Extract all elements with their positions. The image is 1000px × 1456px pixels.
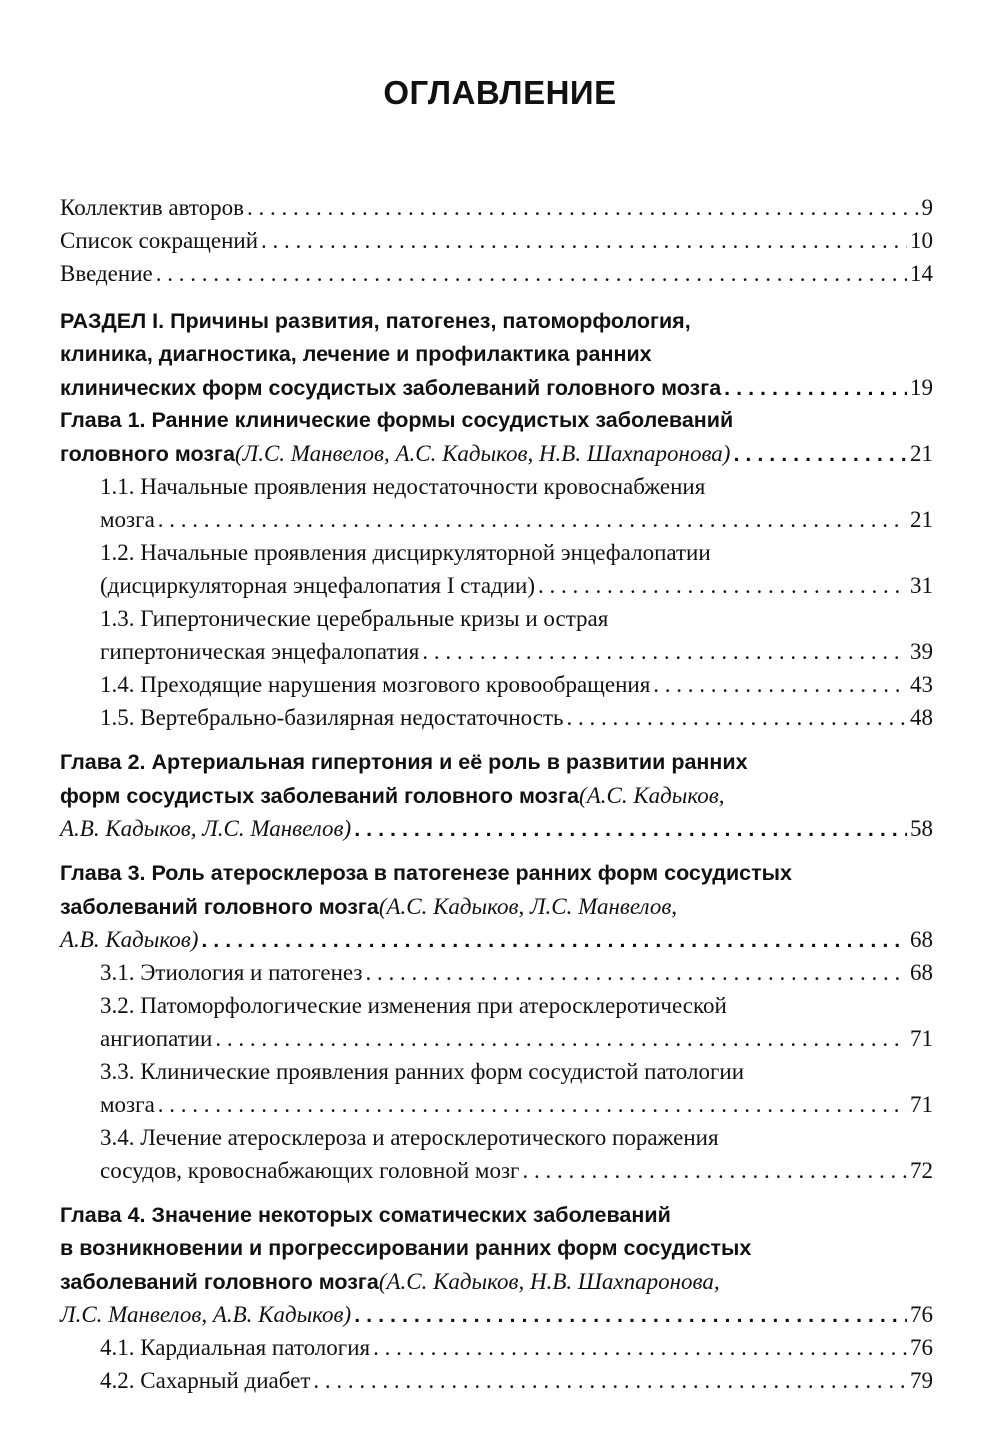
toc-entry-text: заболеваний головного мозга <box>60 1270 379 1294</box>
leader-dots <box>215 1022 907 1055</box>
leader-dots <box>373 1331 907 1364</box>
chapter-authors: А.В. Кадыков, Л.С. Манвелов) <box>60 816 352 841</box>
page-number: 72 <box>910 1158 933 1183</box>
chapter-authors: Л.С. Манвелов, А.В. Кадыков) <box>60 1302 352 1327</box>
leader-dots <box>158 503 907 536</box>
toc-entry-text: 3.3. Клинические проявления ранних форм сосудистой патологии <box>100 1059 745 1084</box>
toc-entry-text: гипертоническая энцефалопатия <box>100 639 420 664</box>
toc-entry-3-4[interactable] <box>60 1121 933 1187</box>
table-of-contents <box>60 191 933 1397</box>
page-number: 10 <box>910 228 933 253</box>
leader-dots <box>354 1299 907 1332</box>
leader-dots <box>422 635 907 668</box>
leader-dots <box>158 1088 907 1121</box>
chapter-authors: А.В. Кадыков) <box>60 927 199 952</box>
chapter-authors: (А.С. Кадыков, Л.С. Манвелов, <box>378 894 678 919</box>
page-number: 71 <box>910 1026 933 1051</box>
leader-dots <box>653 668 907 701</box>
toc-entry-text: (дисциркуляторная энцефалопатия I стадии) <box>100 573 536 598</box>
toc-entry-text: Глава 3. Роль атеросклероза в патогенезе ранних форм сосудистых <box>60 861 792 885</box>
toc-entry-4-1[interactable] <box>60 1331 933 1364</box>
leader-dots <box>567 701 907 734</box>
toc-entry-chapter-2[interactable] <box>60 746 933 845</box>
toc-entry-4-2[interactable] <box>60 1364 933 1397</box>
toc-entry-abbreviations[interactable] <box>60 224 933 257</box>
toc-entry-text: головного мозга <box>60 442 235 466</box>
toc-entry-text: РАЗДЕЛ I. Причины развития, патогенез, патоморфология, <box>60 309 691 333</box>
toc-entry-3-3[interactable] <box>60 1055 933 1121</box>
toc-entry-1-4[interactable] <box>60 668 933 701</box>
toc-entry-text: 3.4. Лечение атеросклероза и атеросклеротического поражения <box>100 1125 719 1150</box>
leader-dots <box>261 224 907 257</box>
page-number: 39 <box>910 639 933 664</box>
toc-entry-text: Список сокращений <box>60 228 259 253</box>
page-number: 21 <box>910 441 933 466</box>
page-number: 68 <box>910 960 933 985</box>
toc-entry-text: 1.5. Вертебрально-базилярная недостаточность <box>100 705 564 730</box>
toc-entry-3-1[interactable] <box>60 956 933 989</box>
toc-entry-text: 1.4. Преходящие нарушения мозгового кровообращения <box>100 672 651 697</box>
leader-dots <box>313 1364 907 1397</box>
page-number: 71 <box>910 1092 933 1117</box>
toc-entry-text: Глава 1. Ранние клинические формы сосудистых заболеваний <box>60 408 734 432</box>
chapter-authors: (А.С. Кадыков, <box>579 783 725 808</box>
leader-dots <box>156 257 907 290</box>
toc-entry-text: клиника, диагностика, лечение и профилактика ранних <box>60 342 652 366</box>
toc-entry-text: ангиопатии <box>100 1026 213 1051</box>
toc-entry-text: в возникновении и прогрессировании ранних форм сосудистых <box>60 1236 752 1260</box>
chapter-authors: (Л.С. Манвелов, А.С. Кадыков, Н.В. Шахпаронова) <box>234 441 731 466</box>
toc-entry-text: клинических форм сосудистых заболеваний головного мозга <box>60 376 722 400</box>
leader-dots <box>523 1154 908 1187</box>
page-number: 31 <box>910 573 933 598</box>
toc-entry-text: 3.1. Этиология и патогенез <box>100 960 363 985</box>
leader-dots <box>247 191 919 224</box>
toc-entry-text: заболеваний головного мозга <box>60 895 379 919</box>
toc-entry-text: мозга <box>100 507 155 532</box>
toc-entry-authors[interactable] <box>60 191 933 224</box>
toc-entry-text: Коллектив авторов <box>60 195 244 220</box>
toc-entry-1-1[interactable] <box>60 470 933 536</box>
page-number: 21 <box>910 507 933 532</box>
toc-entry-chapter-3[interactable] <box>60 857 933 956</box>
toc-entry-text: 4.1. Кардиальная патология <box>100 1335 371 1360</box>
toc-entry-3-2[interactable] <box>60 989 933 1055</box>
leader-dots <box>724 372 907 405</box>
toc-entry-text: 1.3. Гипертонические церебральные кризы и острая <box>100 606 609 631</box>
page-number: 68 <box>910 927 933 952</box>
toc-entry-text: сосудов, кровоснабжающих головной мозг <box>100 1158 520 1183</box>
chapter-authors: (А.С. Кадыков, Н.В. Шахпаронова, <box>378 1269 720 1294</box>
page-number: 9 <box>921 195 933 220</box>
toc-entry-1-5[interactable] <box>60 701 933 734</box>
toc-entry-text: 4.2. Сахарный диабет <box>100 1368 311 1393</box>
page-title: ОГЛАВЛЕНИЕ <box>383 74 617 111</box>
page-number: 79 <box>910 1368 933 1393</box>
leader-dots <box>201 924 907 957</box>
leader-dots <box>366 956 908 989</box>
toc-entry-text: мозга <box>100 1092 155 1117</box>
toc-entry-text: форм сосудистых заболеваний головного мозга <box>60 784 580 808</box>
toc-entry-section-1[interactable] <box>60 305 933 404</box>
toc-entry-text: 1.1. Начальные проявления недостаточности кровоснабжения <box>100 474 706 499</box>
toc-entry-text: 3.2. Патоморфологические изменения при атеросклеротической <box>100 993 727 1018</box>
toc-entry-text: Глава 4. Значение некоторых соматических заболеваний <box>60 1203 671 1227</box>
page-number: 76 <box>910 1335 933 1360</box>
leader-dots <box>354 813 907 846</box>
page-number: 43 <box>910 672 933 697</box>
toc-entry-text: Введение <box>60 261 153 286</box>
toc-entry-1-3[interactable] <box>60 602 933 668</box>
page-number: 19 <box>910 375 933 400</box>
toc-entry-chapter-4[interactable] <box>60 1199 933 1331</box>
toc-entry-introduction[interactable] <box>60 257 933 290</box>
page-number: 58 <box>910 816 933 841</box>
toc-entry-text: Глава 2. Артериальная гипертония и её роль в развитии ранних <box>60 750 748 774</box>
page-number: 14 <box>910 261 933 286</box>
leader-dots <box>538 569 907 602</box>
toc-entry-1-2[interactable] <box>60 536 933 602</box>
page-number: 76 <box>910 1302 933 1327</box>
leader-dots <box>733 438 907 471</box>
toc-entry-chapter-1[interactable] <box>60 404 933 470</box>
toc-entry-text: 1.2. Начальные проявления дисциркуляторной энцефалопатии <box>100 540 711 565</box>
page-number: 48 <box>910 705 933 730</box>
